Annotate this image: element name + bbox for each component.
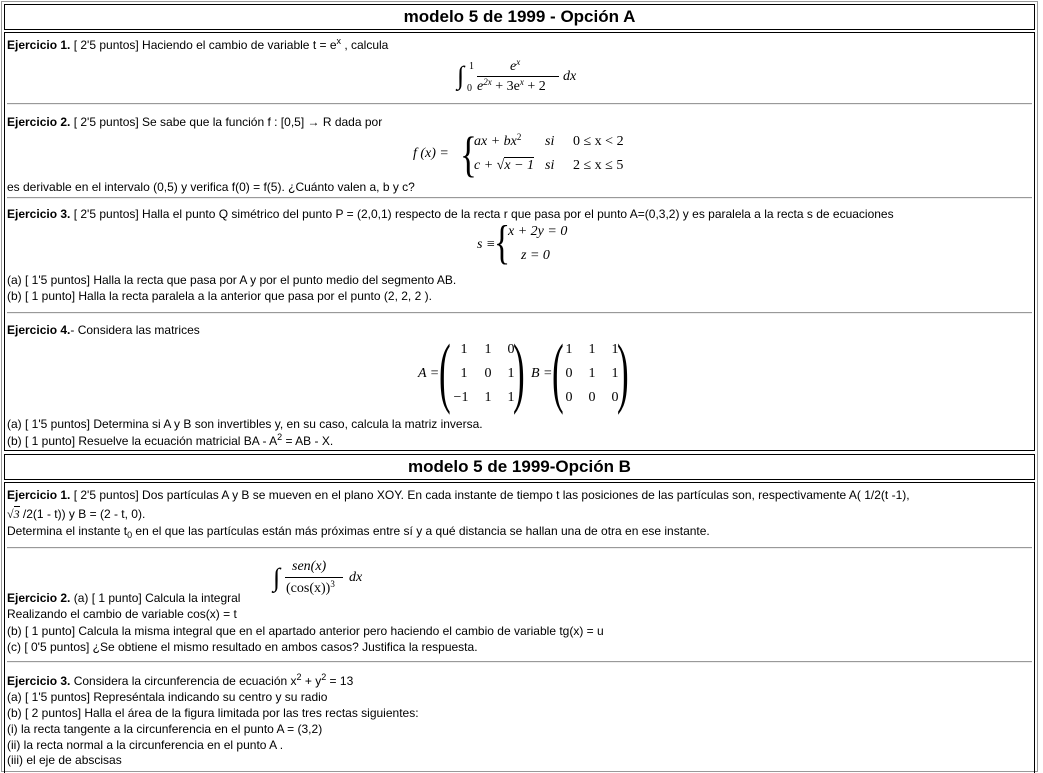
exercise-a3-statement: Ejercicio 3. [ 2'5 puntos] Halla el punto Q simétrico del punto P = (2,0,1) respecto de la recta r que pasa por el punto A=(0,3,2) y es paralela a la recta s de ecuaciones [7, 207, 894, 221]
page-frame [1, 1, 1038, 772]
exercise-b2-statement: Ejercicio 2. (a) [ 1 punto] Calcula la integral [7, 591, 241, 605]
option-b-title: modelo 5 de 1999-Opción B [4, 454, 1035, 480]
exercise-a4-statement: Ejercicio 4.- Considera las matrices [7, 323, 200, 337]
option-a-title: modelo 5 de 1999 - Opción A [4, 4, 1035, 30]
brace: { [460, 126, 477, 182]
exercise-b1-line2: √3 /2(1 - t)) y B = (2 - t, 0). [7, 507, 146, 521]
exercise-a4-part-b: (b) [ 1 punto] Resuelve la ecuación matricial BA - $A^2$ = AB - X. [7, 432, 334, 448]
exercise-b3-item-iii: (iii) el eje de abscisas [7, 753, 122, 767]
exercise-a1-statement: Ejercicio 1. [ 2'5 puntos] Haciendo el cambio de variable $t = e^x$ , calcula [7, 36, 389, 52]
exercise-label: Ejercicio 1. [7, 38, 71, 52]
exercise-b3-part-b: (b) [ 2 puntos] Halla el área de la figura limitada por las tres rectas siguientes: [7, 706, 419, 720]
exercise-b2-line2: Realizando el cambio de variable cos(x) = t [7, 607, 237, 621]
exercise-b3-part-a: (a) [ 1'5 puntos] Represéntala indicando su centro y su radio [7, 690, 328, 704]
exercise-b3-statement: Ejercicio 3. Considera la circunferencia de ecuación $x^2 + y^2 = 13$ [7, 672, 354, 688]
option-b-body: Ejercicio 1. [ 2'5 puntos] Dos partículas A y B se mueven en el plano XOY. En cada instante de tiempo t las posiciones de las partículas son, respectivamente A( 1/2(t -1), √3 /2(1 - t)) y B = (2 - t, 0). Determina el instante $t_0$ en el que las partículas están más próximas entre sí y a qué distancia se hallan una de otra en ese instante. ∫ sen(x) $(\cos(x))^3$ dx Ejercicio 2. (a) [ 1 punto] Calcula la integral Realizando el cambio de variable cos(x) = t (b) [ 1 punto] Calcula la misma integral que en el apartado anterior pero haciendo el cambio de variable tg(x) = u (c) [ 0'5 puntos] ¿Se obtiene el mismo resultado en ambos casos? Justifica la respuesta. Ejercicio 3. Considera la circunferencia de ecuación $x^2 + y^2 = 13$ (a) [ 1'5 puntos] Represéntala indicando su centro y su radio (b) [ 2 puntos] Halla el área de la figura limitada por las tres rectas siguientes: (i) la recta tangente a la circunferencia en el punto A = (3,2) (ii) la recta normal a la circunferencia en el punto A . (iii) el eje de abscisas [4, 482, 1035, 773]
integral-sign: ∫ [457, 61, 465, 90]
exercise-b1-line3: Determina el instante $t_0$ en el que las partículas están más próximas entre sí y a qué distancia se hallan una de otra en ese instante. [7, 524, 710, 540]
exercise-b3-item-i: (i) la recta tangente a la circunferencia en el punto A = (3,2) [7, 722, 323, 736]
exercise-b1-statement: Ejercicio 1. [ 2'5 puntos] Dos partículas A y B se mueven en el plano XOY. En cada instante de tiempo t las posiciones de las partículas son, respectivamente A( 1/2(t -1), [7, 488, 910, 502]
separator [7, 661, 1032, 663]
exercise-b3-item-ii: (ii) la recta normal a la circunferencia en el punto A . [7, 738, 284, 752]
separator [7, 103, 1032, 105]
separator [7, 312, 1032, 314]
separator [7, 197, 1032, 199]
exercise-b2-part-c: (c) [ 0'5 puntos] ¿Se obtiene el mismo resultado en ambos casos? Justifica la respuesta. [7, 640, 478, 654]
fraction-denominator: $e^{2x} + 3e^x + 2$ [477, 77, 546, 94]
exercise-a3-part-b: (b) [ 1 punto] Halla la recta paralela a la anterior que pasa por el punto (2, 2, 2 ). [7, 289, 432, 303]
exercise-a4-part-a: (a) [ 1'5 puntos] Determina si A y B son invertibles y, en su caso, calcula la matriz inversa. [7, 417, 483, 431]
exercise-b2-part-b: (b) [ 1 punto] Calcula la misma integral que en el apartado anterior pero haciendo el cambio de variable tg(x) = u [7, 624, 604, 638]
option-a-body: Ejercicio 1. [ 2'5 puntos] Haciendo el cambio de variable $t = e^x$ , calcula ∫ 1 0 $e^x$ $e^{2x} + 3e^x + 2$ dx Ejercicio 2. [ 2'5 puntos] Se sabe que la función f : [0,5] → R dada por f (x) = { ax + $bx^2$ si 0 ≤ x < 2 c + √x − 1 si 2 ≤ x ≤ 5 es derivable en el intervalo (0,5) y verifica f(0) = f(5). ¿Cuánto valen a, b y c? Ejercicio 3. [ 2'5 puntos] Halla el punto Q simétrico del punto P = (2,0,1) respecto de la recta r que pasa por el punto A=(0,3,2) y es paralela a la recta s de ecuaciones s ≡ { x + 2y = 0 z = 0 (a) [ 1'5 puntos] Halla la recta que pasa por A y por el punto medio del segmento AB. (b) [ 1 punto] Halla la recta paralela a la anterior que pasa por el punto (2, 2, 2 ). Ejercicio 4.- Considera las matrices A = ( ) 1 1 0 1 0 1 −1 1 1 B = ( ) 1 1 1 0 1 1 0 0 0 (a) [ 1'5 puntos] Determina si A y B son invertibles y, en su caso, calcula la matriz inversa. (b) [ 1 punto] Resuelve la ecuación matricial BA - $A^2$ = AB - X. [4, 32, 1035, 451]
exercise-a2-condition: es derivable en el intervalo (0,5) y verifica f(0) = f(5). ¿Cuánto valen a, b y c? [7, 180, 415, 194]
exercise-a2-statement: Ejercicio 2. [ 2'5 puntos] Se sabe que la función f : [0,5] → R dada por [7, 115, 383, 129]
separator [7, 547, 1032, 549]
exercise-a3-part-a: (a) [ 1'5 puntos] Halla la recta que pasa por A y por el punto medio del segmento AB. [7, 273, 457, 287]
fraction-numerator: $e^x$ [510, 57, 521, 74]
